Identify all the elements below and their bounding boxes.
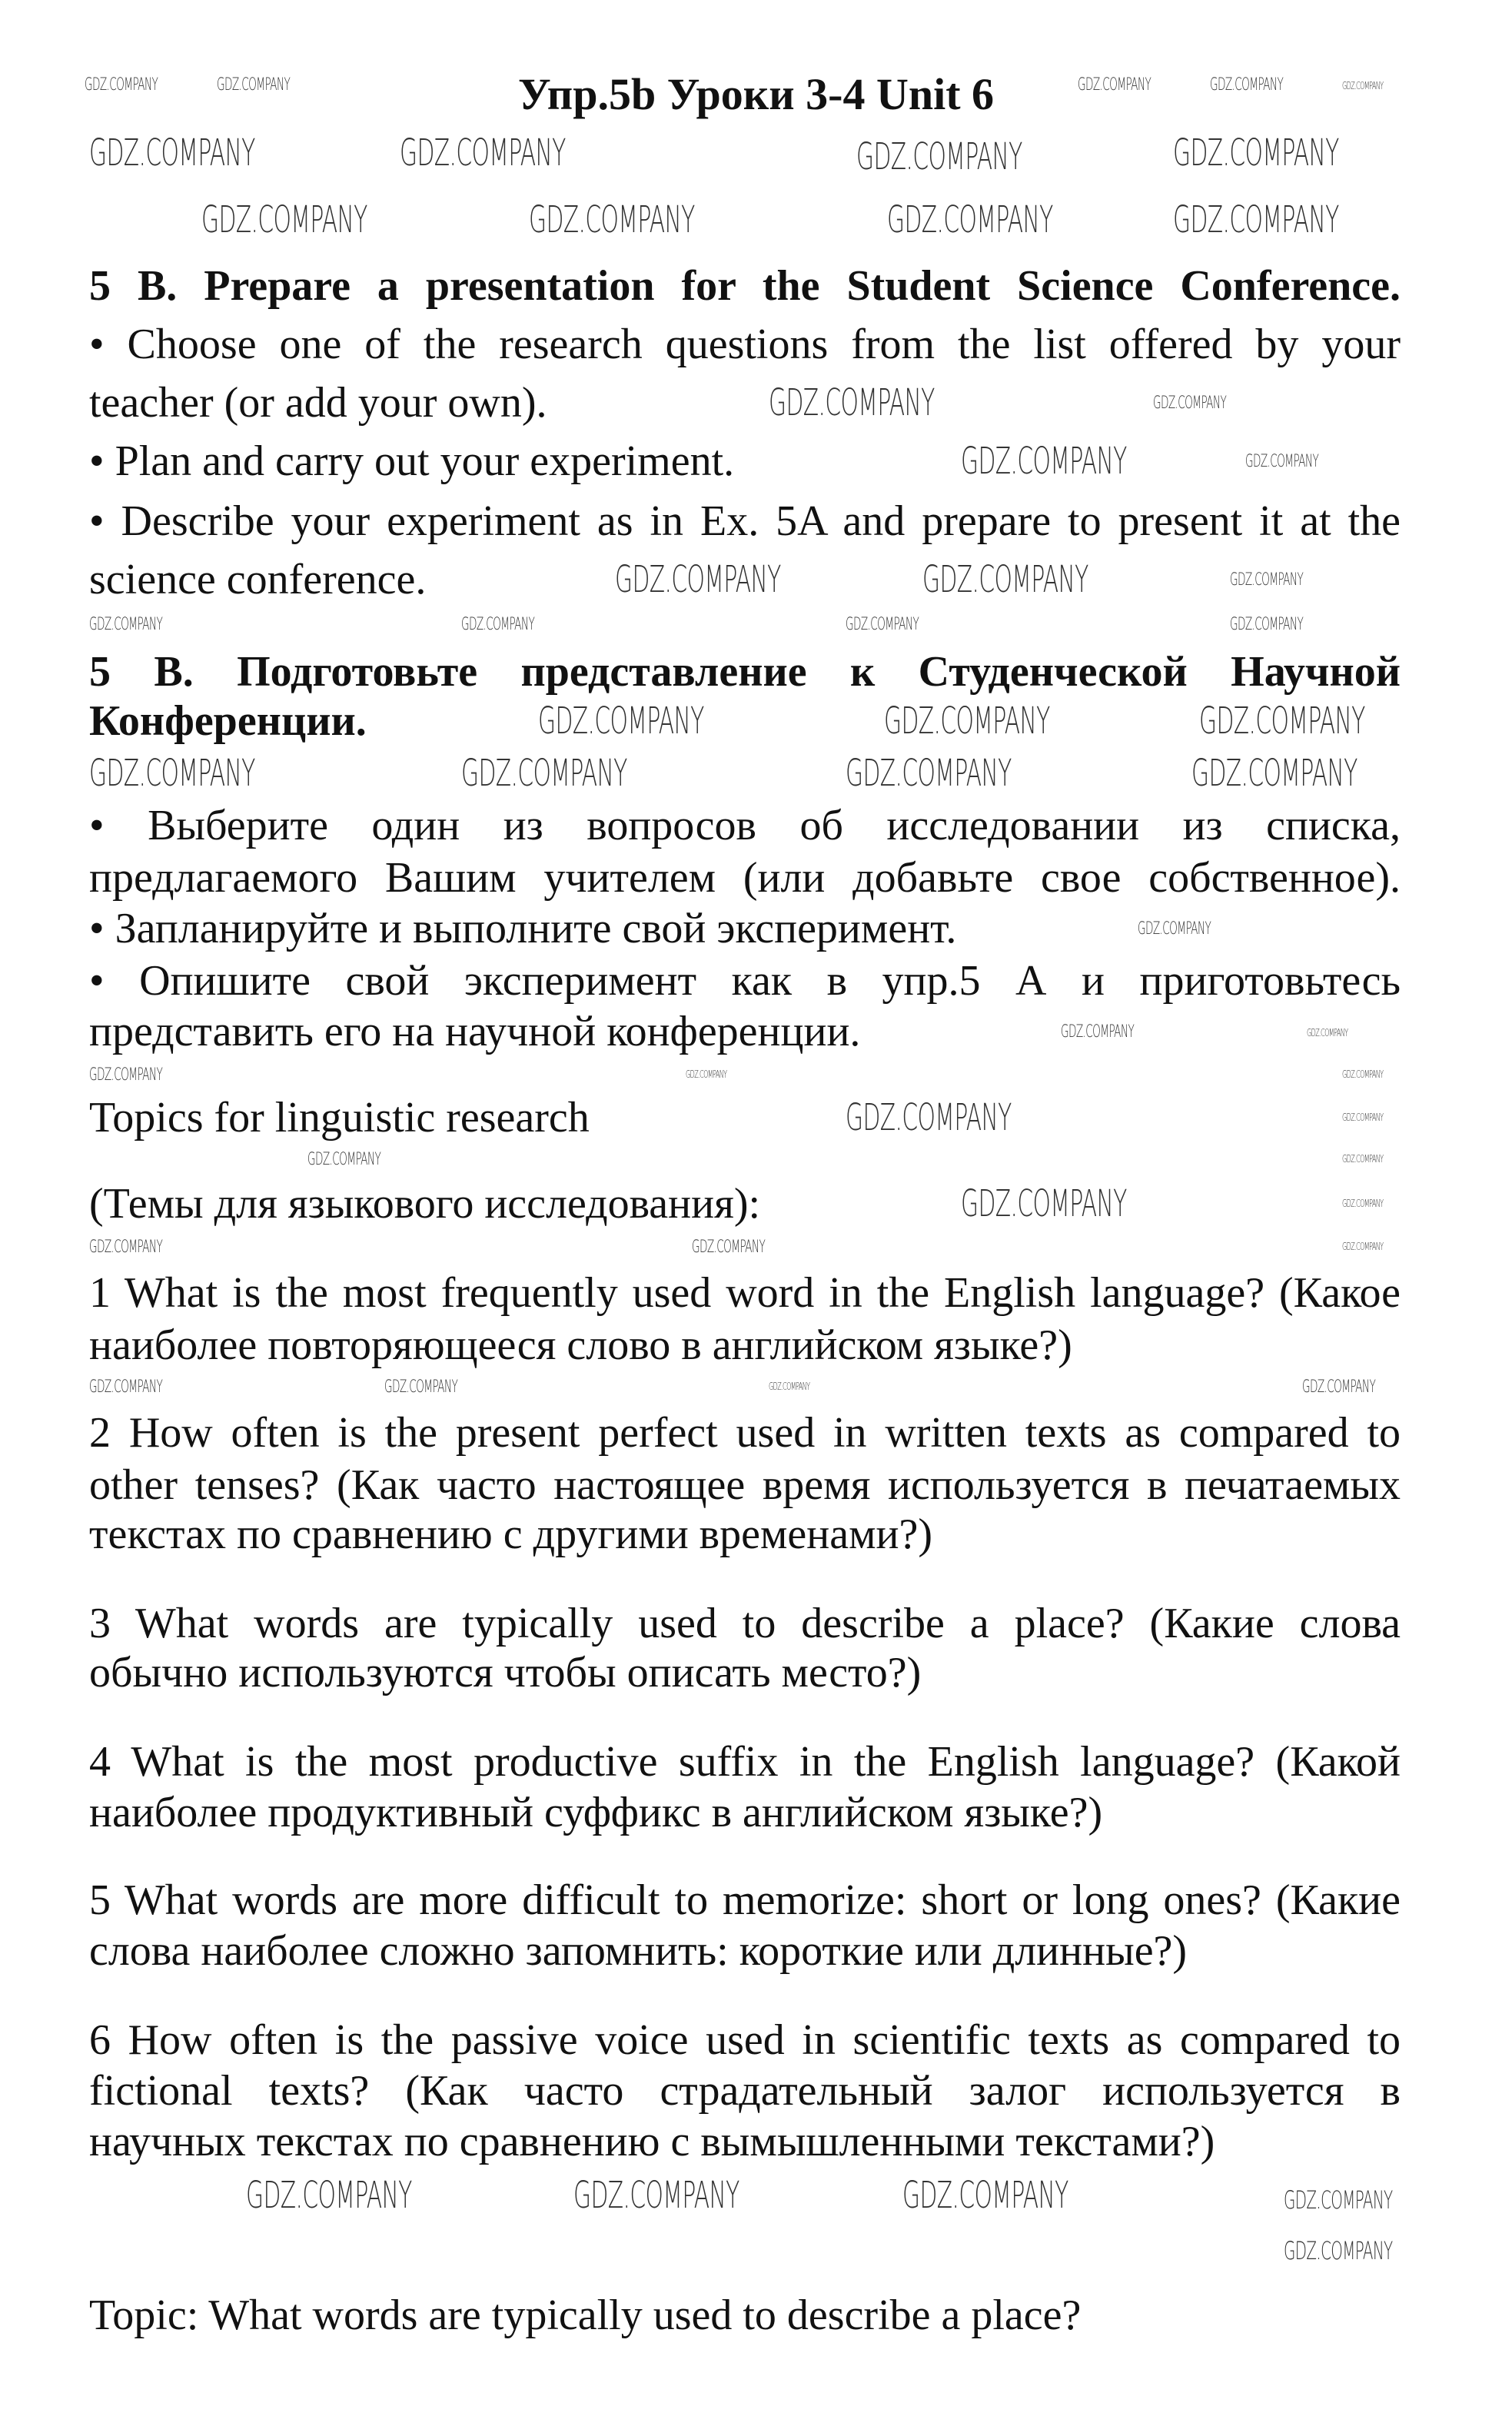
topic-1-line: наиболее повторяющееся слово в английском языке?) — [89, 1321, 1072, 1369]
watermark: GDZ.COMPANY — [1284, 2236, 1393, 2265]
topic-5-line: слова наиболее сложно запомнить: короткие или длинные?) — [89, 1927, 1188, 1975]
watermark: GDZ.COMPANY — [89, 752, 255, 795]
watermark: GDZ.COMPANY — [769, 381, 935, 424]
russian-line: • Опишите свой эксперимент как в упр.5 А и приготовьтесь — [89, 957, 1401, 1005]
russian-line: • Запланируйте и выполните свой эксперимент. — [89, 905, 957, 952]
watermark: GDZ.COMPANY — [1078, 75, 1151, 95]
watermark: GDZ.COMPANY — [1061, 1022, 1135, 1042]
watermark: GDZ.COMPANY — [1342, 81, 1384, 92]
russian-line: предлагаемого Вашим учителем (или добавьте свое собственное). — [89, 854, 1401, 902]
watermark: GDZ.COMPANY — [846, 615, 919, 634]
watermark: GDZ.COMPANY — [887, 198, 1053, 241]
topic-6-line: 6 How often is the passive voice used in scientific texts as compared to — [89, 2016, 1401, 2064]
watermark: GDZ.COMPANY — [1230, 615, 1304, 634]
watermark: GDZ.COMPANY — [1284, 2185, 1393, 2215]
watermark: GDZ.COMPANY — [1173, 131, 1339, 174]
topic-6-line: научных текстах по сравнению с вымышленными текстами?) — [89, 2118, 1215, 2165]
topic-2-line: 2 How often is the present perfect used in written texts as compared to — [89, 1409, 1401, 1457]
watermark: GDZ.COMPANY — [1342, 1069, 1384, 1081]
watermark: GDZ.COMPANY — [89, 131, 255, 174]
watermark: GDZ.COMPANY — [1307, 1028, 1348, 1039]
topic-6-line: fictional texts? (Как часто страдательный залог используется в — [89, 2067, 1401, 2115]
watermark: GDZ.COMPANY — [1199, 700, 1365, 743]
english-line: science conference. — [89, 556, 427, 603]
topic-4-line: наиболее продуктивный суффикс в английском языке?) — [89, 1789, 1103, 1836]
topic-1-line: 1 What is the most frequently used word in the English language? (Какое — [89, 1269, 1401, 1317]
watermark: GDZ.COMPANY — [922, 558, 1088, 601]
english-line: • Describe your experiment as in Ex. 5A and prepare to present it at the — [89, 497, 1401, 545]
english-line: • Choose one of the research questions from the list offered by your — [89, 321, 1401, 368]
watermark: GDZ.COMPANY — [461, 615, 535, 634]
watermark: GDZ.COMPANY — [686, 1069, 727, 1081]
english-line: • Plan and carry out your experiment. — [89, 437, 735, 485]
watermark: GDZ.COMPANY — [1342, 1241, 1384, 1253]
watermark: GDZ.COMPANY — [538, 700, 704, 743]
russian-line: представить его на научной конференции. — [89, 1008, 861, 1055]
watermark: GDZ.COMPANY — [769, 1381, 810, 1393]
topics-title-ru: (Темы для языкового исследования): — [89, 1180, 761, 1228]
topic-3-line: 3 What words are typically used to describe a place? (Какие слова — [89, 1600, 1401, 1647]
watermark: GDZ.COMPANY — [201, 198, 367, 241]
watermark: GDZ.COMPANY — [529, 198, 695, 241]
watermark: GDZ.COMPANY — [856, 135, 1022, 178]
russian-heading: 5 В. Подготовьте представление к Студенческой Научной — [89, 648, 1401, 696]
watermark: GDZ.COMPANY — [384, 1377, 458, 1397]
topics-title: Topics for linguistic research — [89, 1094, 590, 1142]
topic-3-line: обычно используются чтобы описать место?) — [89, 1649, 922, 1697]
watermark: GDZ.COMPANY — [461, 752, 627, 795]
watermark: GDZ.COMPANY — [246, 2174, 412, 2217]
russian-heading: Конференции. — [89, 697, 367, 745]
chosen-topic: Topic: What words are typically used to describe a place? — [89, 2291, 1082, 2339]
watermark: GDZ.COMPANY — [846, 752, 1012, 795]
watermark: GDZ.COMPANY — [1191, 752, 1357, 795]
watermark: GDZ.COMPANY — [89, 1065, 163, 1085]
watermark: GDZ.COMPANY — [573, 2174, 739, 2217]
watermark: GDZ.COMPANY — [692, 1238, 766, 1257]
watermark: GDZ.COMPANY — [1245, 452, 1319, 471]
watermark: GDZ.COMPANY — [400, 131, 566, 174]
watermark: GDZ.COMPANY — [1153, 394, 1227, 413]
watermark: GDZ.COMPANY — [1173, 198, 1339, 241]
english-line: teacher (or add your own). — [89, 379, 547, 427]
watermark: GDZ.COMPANY — [846, 1096, 1012, 1139]
page-title: Упр.5b Уроки 3-4 Unit 6 — [517, 69, 995, 119]
watermark: GDZ.COMPANY — [902, 2174, 1068, 2217]
watermark: GDZ.COMPANY — [1342, 1112, 1384, 1124]
topic-5-line: 5 What words are more difficult to memorize: short or long ones? (Какие — [89, 1876, 1401, 1924]
watermark: GDZ.COMPANY — [89, 1238, 163, 1257]
english-heading: 5 B. Prepare a presentation for the Student Science Conference. — [89, 262, 1401, 310]
watermark: GDZ.COMPANY — [961, 440, 1127, 483]
russian-line: • Выберите один из вопросов об исследовании из списка, — [89, 802, 1401, 849]
watermark: GDZ.COMPANY — [884, 700, 1050, 743]
watermark: GDZ.COMPANY — [1302, 1377, 1376, 1397]
watermark: GDZ.COMPANY — [1342, 1154, 1384, 1165]
watermark: GDZ.COMPANY — [615, 558, 781, 601]
watermark: GDZ.COMPANY — [1210, 75, 1284, 95]
topic-2-line: other tenses? (Как часто настоящее время используется в печатаемых — [89, 1461, 1401, 1509]
watermark: GDZ.COMPANY — [1138, 919, 1211, 939]
watermark: GDZ.COMPANY — [1230, 570, 1304, 590]
watermark: GDZ.COMPANY — [89, 615, 163, 634]
watermark: GDZ.COMPANY — [89, 1377, 163, 1397]
watermark: GDZ.COMPANY — [307, 1150, 381, 1169]
topic-4-line: 4 What is the most productive suffix in the English language? (Какой — [89, 1738, 1401, 1786]
watermark: GDZ.COMPANY — [961, 1182, 1127, 1225]
topic-2-line: текстах по сравнению с другими временами?) — [89, 1510, 933, 1558]
watermark: GDZ.COMPANY — [217, 75, 291, 95]
watermark: GDZ.COMPANY — [85, 75, 158, 95]
watermark: GDZ.COMPANY — [1342, 1198, 1384, 1210]
